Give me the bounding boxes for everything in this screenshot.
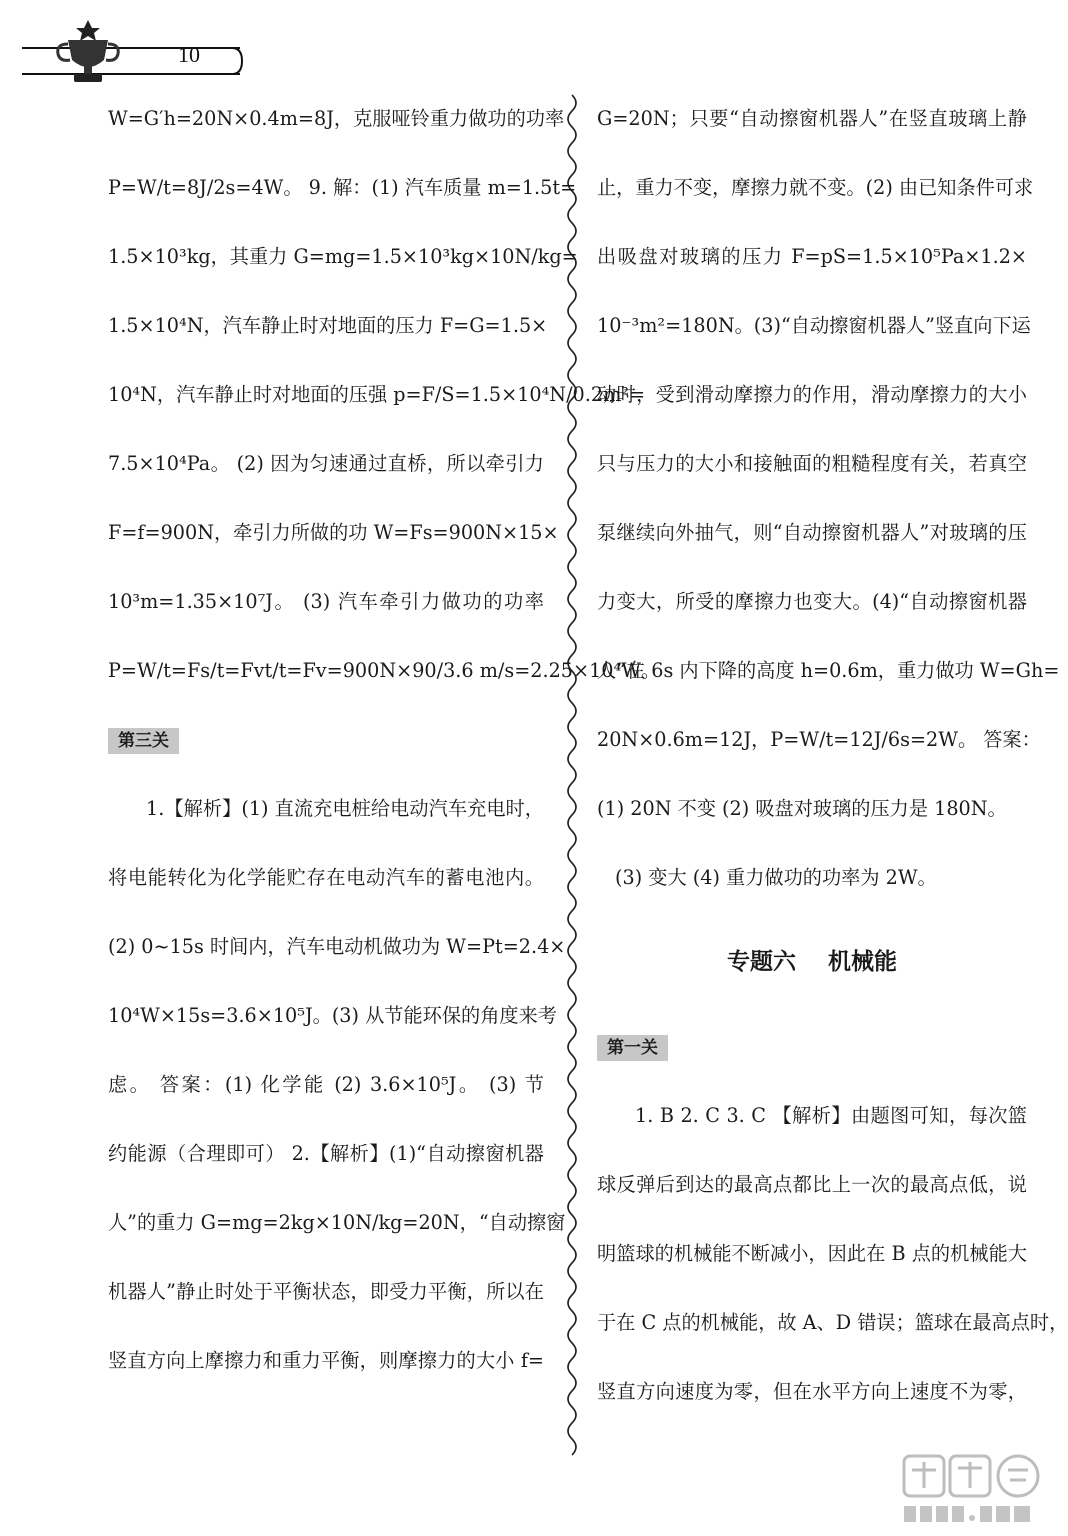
text-line: 于在 C 点的机械能，故 A、D 错误；篮球在最高点时，	[597, 1311, 1068, 1334]
text-line: (1) 20N 不变 (2) 吸盘对玻璃的压力是 180N。	[597, 797, 1007, 820]
text-line: 机器人”静止时处于平衡状态，即受力平衡，所以在	[108, 1280, 544, 1303]
text-line: P=W/t=8J/2s=4W。 9. 解：(1) 汽车质量 m=1.5t=	[108, 176, 577, 199]
text-line: 竖直方向速度为零，但在水平方向上速度不为零，	[597, 1380, 1027, 1403]
header-decoration	[0, 0, 260, 96]
text-line: 球反弹后到达的最高点都比上一次的最高点低，说	[597, 1173, 1027, 1196]
trophy-icon	[58, 20, 119, 82]
text-line: 泵继续向外抽气，则“自动擦窗机器人”对玻璃的压	[597, 521, 1027, 544]
text-line: 止，重力不变，摩擦力就不变。(2) 由已知条件可求	[597, 176, 1034, 199]
text-line: P=W/t=Fs/t=Fvt/t=Fv=900N×90/3.6 m/s=2.25×10⁴W。	[108, 659, 661, 682]
text-line: 10⁻³m²=180N。(3)“自动擦窗机器人”竖直向下运	[597, 314, 1031, 337]
page-header	[0, 0, 260, 96]
text-line: 竖直方向上摩擦力和重力平衡，则摩擦力的大小 f=	[108, 1349, 544, 1372]
text-line: 约能源（合理即可） 2.【解析】(1)“自动擦窗机器	[108, 1142, 544, 1165]
section-badge: 第一关	[597, 1035, 668, 1061]
text-line: 将电能转化为化学能贮存在电动汽车的蓄电池内。	[108, 866, 544, 889]
text-line: F=f=900N，牵引力所做的功 W=Fs=900N×15×	[108, 521, 559, 544]
text-line: 人”在 6s 内下降的高度 h=0.6m，重力做功 W=Gh=	[597, 659, 1060, 682]
text-line: (3) 变大 (4) 重力做功的功率为 2W。	[615, 866, 937, 889]
section-title: 专题六 机械能	[726, 949, 898, 975]
text-line: 1. B 2. C 3. C 【解析】由题图可知，每次篮	[635, 1104, 1027, 1127]
section-badge-row	[597, 1012, 1027, 1081]
text-line: 7.5×10⁴Pa。 (2) 因为匀速通过直桥，所以牵引力	[108, 452, 544, 475]
section-badge: 第三关	[108, 728, 179, 754]
text-line: 1.5×10³kg，其重力 G=mg=1.5×10³kg×10N/kg=	[108, 245, 578, 268]
section-badge-row	[108, 705, 544, 774]
text-line: (2) 0~15s 时间内，汽车电动机做功为 W=Pt=2.4×	[108, 935, 566, 958]
text-line: 1.5×10⁴N，汽车静止时对地面的压力 F=G=1.5×	[108, 314, 548, 337]
text-line: 力变大，所受的摩擦力也变大。(4)“自动擦窗机器	[597, 590, 1027, 613]
text-line: 1.【解析】(1) 直流充电桩给电动汽车充电时，	[146, 797, 544, 820]
text-line: 动时，受到滑动摩擦力的作用，滑动摩擦力的大小	[597, 383, 1027, 406]
text-line: 明篮球的机械能不断减小，因此在 B 点的机械能大	[597, 1242, 1027, 1265]
text-line: G=20N；只要“自动擦窗机器人”在竖直玻璃上静	[597, 107, 1027, 130]
text-line: W=G′h=20N×0.4m=8J，克服哑铃重力做功的功率	[108, 107, 565, 130]
text-line: 只与压力的大小和接触面的粗糙程度有关，若真空	[597, 452, 1027, 475]
text-line: 20N×0.6m=12J，P=W/t=12J/6s=2W。 答案：	[597, 728, 1041, 751]
text-line: 10³m=1.35×10⁷J。 (3) 汽车牵引力做功的功率	[108, 590, 544, 613]
column-divider	[560, 95, 584, 1445]
page-number: 10	[178, 42, 200, 67]
right-column	[597, 84, 1068, 1426]
text-line: 出吸盘对玻璃的压力 F=pS=1.5×10⁵Pa×1.2×	[597, 245, 1027, 268]
text-line: 10⁴N，汽车静止时对地面的压强 p=F/S=1.5×10⁴N/0.2m²=	[108, 383, 646, 406]
text-line: 虑。 答案：(1) 化学能 (2) 3.6×10⁵J。 (3) 节	[108, 1073, 544, 1096]
text-line: 人”的重力 G=mg=2kg×10N/kg=20N，“自动擦窗	[108, 1211, 566, 1234]
watermark-logo	[896, 1450, 1046, 1530]
text-line: 10⁴W×15s=3.6×10⁵J。(3) 从节能环保的角度来考	[108, 1004, 557, 1027]
